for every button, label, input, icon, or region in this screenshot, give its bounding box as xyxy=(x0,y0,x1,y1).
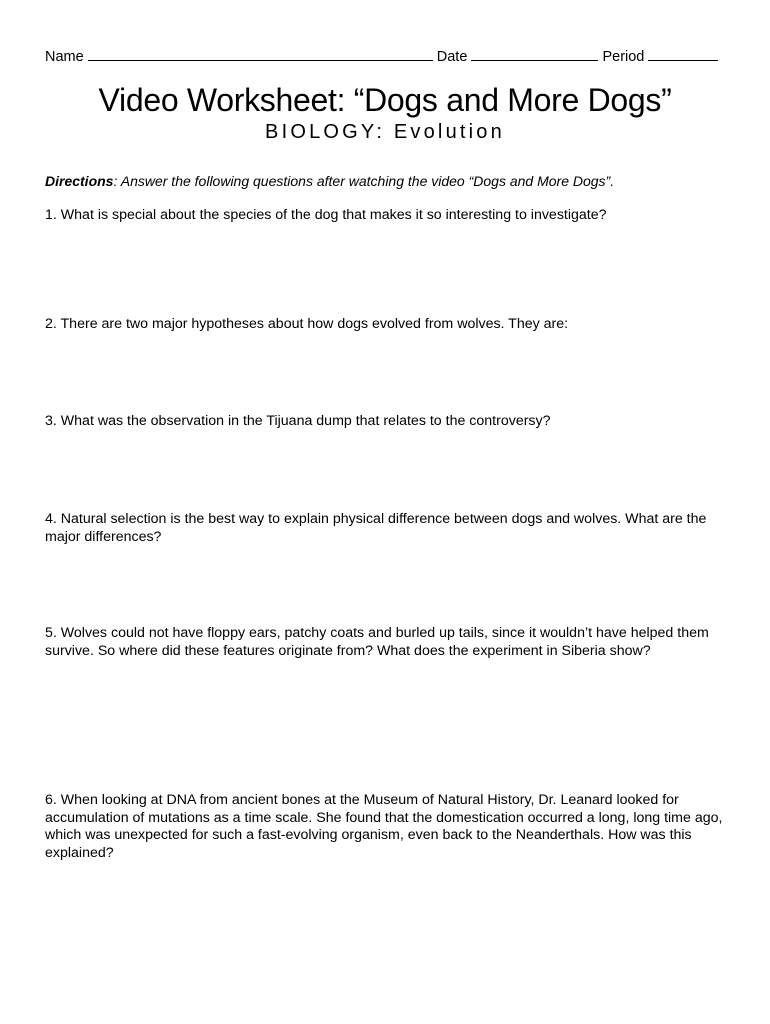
name-field[interactable] xyxy=(88,46,433,61)
date-field[interactable] xyxy=(471,46,598,61)
worksheet-subtitle: BIOLOGY: Evolution xyxy=(265,121,505,143)
directions-colon: : xyxy=(113,173,121,189)
directions-label: Directions xyxy=(45,173,114,189)
directions xyxy=(45,172,735,190)
question-6: 6. When looking at DNA from ancient bones at the Museum of Natural History, Dr. Leanard looked for accumulation of mutations as a time scale. She found that the domestication occurred a long, long time ago, which was unexpected for such a fast-evolving organism, even back to the Neanderthals. How was this explained? xyxy=(45,792,723,861)
question-2: 2. There are two major hypotheses about how dogs evolved from wolves. They are: xyxy=(45,316,569,332)
period-field[interactable] xyxy=(648,46,718,61)
date-label: Date xyxy=(436,49,468,65)
question-3: 3. What was the observation in the Tijuana dump that relates to the controversy? xyxy=(45,413,551,429)
question-1: 1. What is special about the species of the dog that makes it so interesting to investigate? xyxy=(45,207,607,223)
directions-text: Answer the following questions after watching the video “Dogs and More Dogs”. xyxy=(120,173,615,189)
question-5: 5. Wolves could not have floppy ears, patchy coats and burled up tails, since it wouldn’t have helped them survive. So where did these features originate from? What does the experiment in Siberia show? xyxy=(45,625,709,659)
question-4: 4. Natural selection is the best way to explain physical difference between dogs and wolves. What are the major differences? xyxy=(45,511,707,545)
name-label: Name xyxy=(45,49,84,65)
worksheet-title: Video Worksheet: “Dogs and More Dogs” xyxy=(98,82,672,118)
student-info-line xyxy=(45,46,725,66)
period-label: Period xyxy=(602,49,645,65)
